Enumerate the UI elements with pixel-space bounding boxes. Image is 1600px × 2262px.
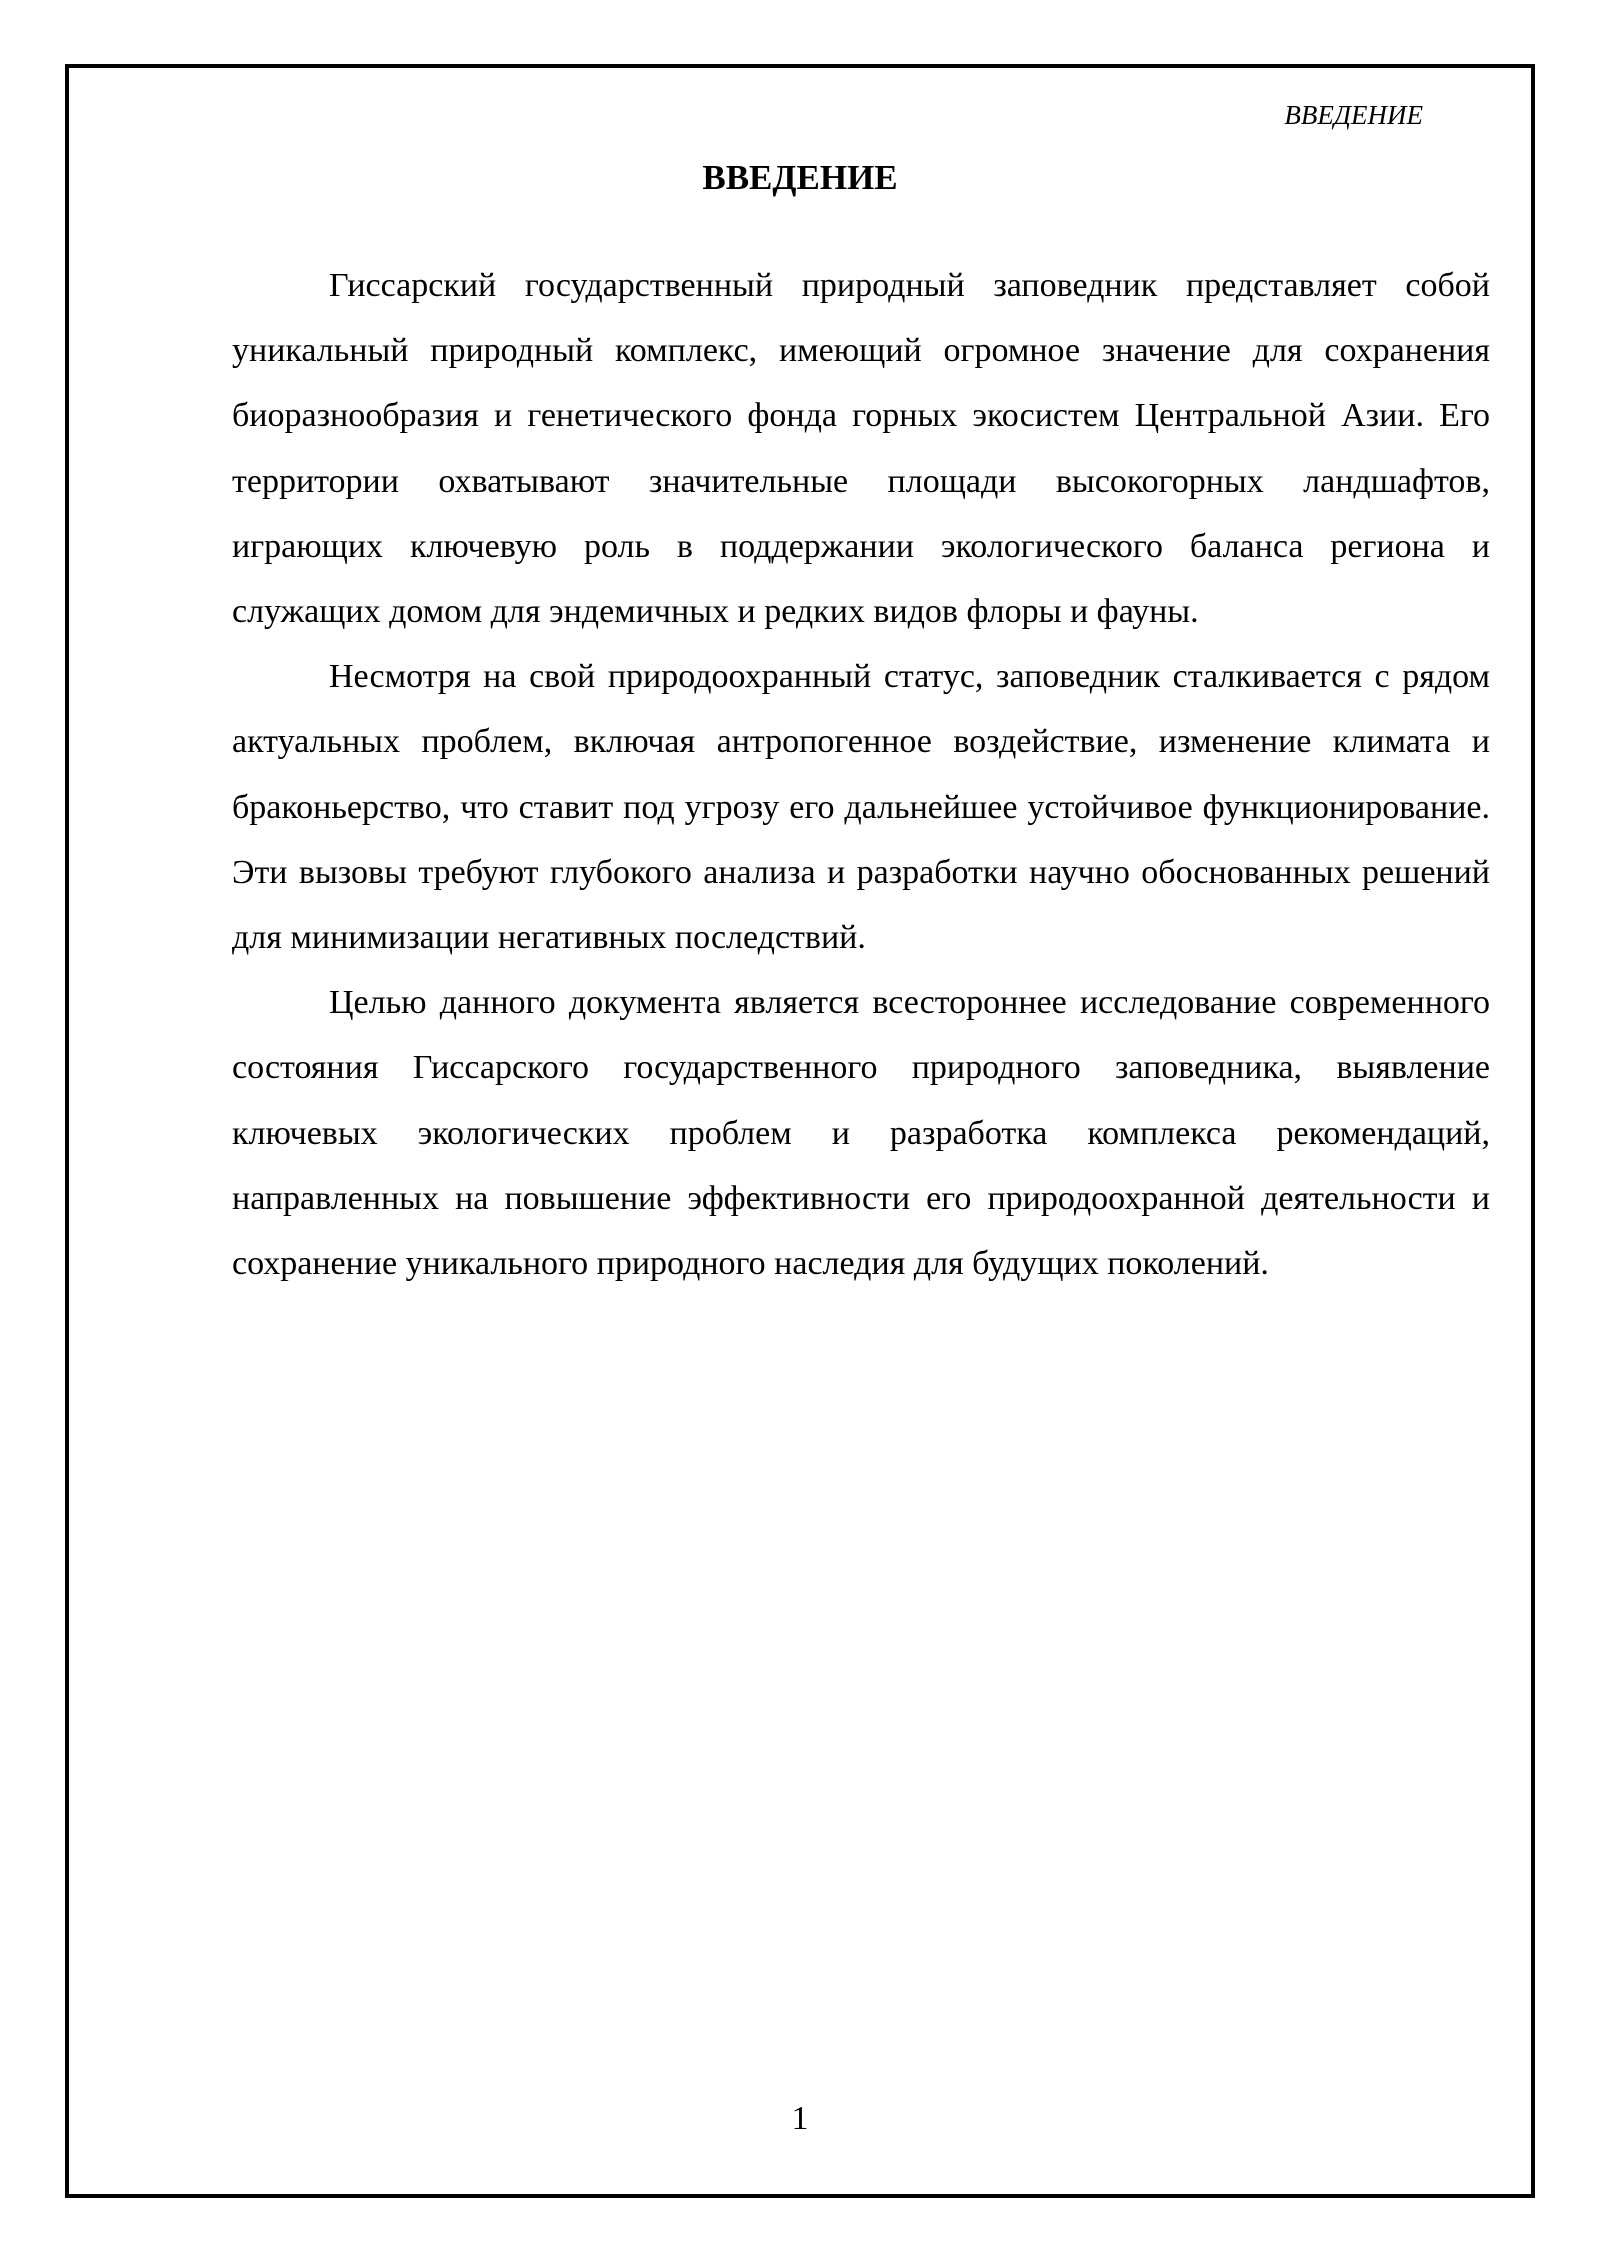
running-header: ВВЕДЕНИЕ [1284, 100, 1423, 130]
page-title: ВВЕДЕНИЕ [702, 158, 898, 197]
paragraph-1: Гиссарский государственный природный заповедник представляет собой уникальный природный комплекс, имеющий огромное значение для сохранения биоразнообразия и генетического фонда горных экосистем Центральной Азии. Его территории охватывают значительные площади высокогорных ландшафтов, играющих ключевую роль в поддержании экологического баланса региона и служащих домом для эндемичных и редких видов флоры и фауны. [232, 267, 1490, 631]
paragraph-3: Целью данного документа является всестороннее исследование современного состояния Гиссарского государственного природного заповедника, выявление ключевых экологических проблем и разработка комплекса рекомендаций, направленных на повышение эффективности его природоохранной деятельности и сохранение уникального природного наследия для будущих поколений. [232, 984, 1490, 1283]
page-frame [65, 64, 1535, 2198]
page-number: 1 [791, 2100, 809, 2137]
paragraph-2: Несмотря на свой природоохранный статус, заповедник сталкивается с рядом актуальных проблем, включая антропогенное воздействие, изменение климата и браконьерство, что ставит под угрозу его дальнейшее устойчивое функционирование. Эти вызовы требуют глубокого анализа и разработки научно обоснованных решений для минимизации негативных последствий. [232, 658, 1490, 957]
body-text [232, 253, 1490, 1296]
